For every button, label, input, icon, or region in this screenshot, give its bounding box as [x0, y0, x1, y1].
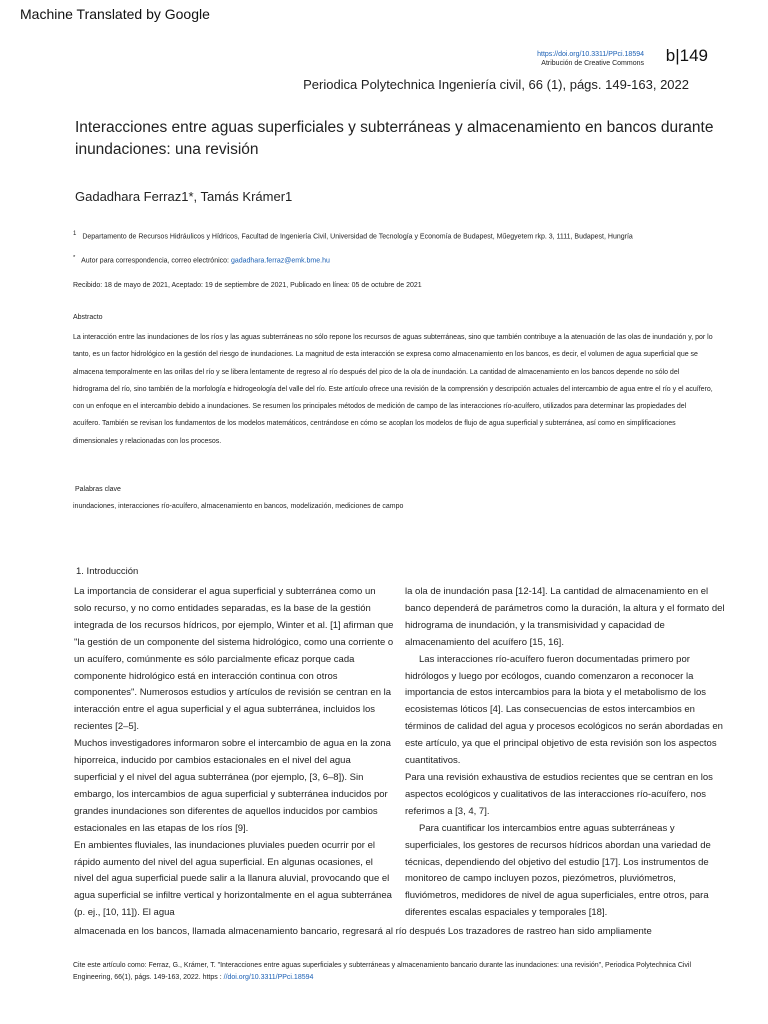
- correspondence-email-link[interactable]: gadadhara.ferraz@emk.bme.hu: [230, 257, 330, 265]
- paragraph: La importancia de considerar el agua superficial y subterránea como un solo recurso, y no como entidades separadas, es la base de la gestión integrada de los recursos hídricos, por ejemplo, Winter et al. [1] afirman que "la gestión de un componente del sistema hidrológico, como una corriente o un acuífero, comúnmente es sólo parcialmente eficaz porque cada componente hidrológico está en interacción continua con otros componentes". Numerosos estudios y artículos de revisión se centran en la interacción entre el agua superficial y el agua subterránea, incluidos los recientes [2–5].: [74, 586, 394, 733]
- correspondence-mark: *: [73, 255, 76, 261]
- affiliation-mark: 1: [73, 231, 77, 237]
- paragraph: En ambientes fluviales, las inundaciones pluviales pueden ocurrir por el rápido aumento del nivel del agua superficial. En algunas ocasiones, el nivel del agua superficial puede salir a la llanura aluvial, provocando que el agua superficial se infiltre vertical y horizontalmente en el agua subterránea (p. ej., [10, 11]). El agua: [74, 839, 392, 919]
- license-text: Atribución de Creative Commons: [541, 60, 644, 67]
- paragraph: Para una revisión exhaustiva de estudios recientes que se centran en los aspectos ecológicos y cualitativos de las interacciones río-acuífero, nos referimos a [3, 4, 7].: [405, 771, 713, 817]
- journal-citation-header: Periodica Polytechnica Ingeniería civil, 66 (1), págs. 149-163, 2022: [303, 77, 689, 92]
- correspondence: [73, 253, 723, 266]
- paragraph: Para cuantificar los intercambios entre aguas subterráneas y superficiales, los gestores de recursos hídricos abordan una variedad de técnicas, dependiendo del objetivo del estudio [17]. Los instrumentos de monitoreo de campo incluyen pozos, piezómetros, pluviómetros, fluviómetros, medidores de nivel de agua superficiales, entre otros, para diferentes escalas espaciales y temporales [18].: [405, 822, 711, 919]
- abstract-heading: Abstracto: [73, 314, 103, 321]
- page-number: b|149: [665, 46, 708, 65]
- affiliation: [73, 229, 723, 242]
- citation-footer: [73, 960, 723, 984]
- doi-link[interactable]: https://doi.org/10.3311/PPci.18594: [537, 51, 644, 58]
- doi-block: [537, 50, 644, 68]
- paragraph: Muchos investigadores informaron sobre el intercambio de agua en la zona hiporreica, inducido por cambios estacionales en el nivel del agua superficial y el nivel del agua subterránea (por ejemplo, [3, 6–8]). Sin embargo, los intercambios de agua superficial y subterránea inducidos por grandes inundaciones son diferentes de aquellos inducidos por cambios estacionales en las etapas de los ríos [9].: [74, 738, 391, 834]
- body-column-left: [74, 584, 394, 922]
- article-title: Interacciones entre aguas superficiales y subterráneas y almacenamiento en bancos durante inundaciones: una revisión: [75, 119, 714, 158]
- affiliation-text: Departamento de Recursos Hidráulicos y Hídricos, Facultad de Ingeniería Civil, Universidad de Tecnología y Economía de Budapest, Műegyetem rkp. 3, 1111, Budapest, Hungría: [82, 233, 633, 241]
- abstract-text: La interacción entre las inundaciones de los ríos y las aguas subterráneas no sólo repone los recursos de aguas subterráneas, sino que también contribuye a la atenuación de las olas de inundación y, por lo tanto, es un factor hidrológico en la gestión del riesgo de inundaciones. La magnitud de esta interacción se expresa como almacenamiento en los bancos, es decir, el volumen de agua superficial que se almacena temporalmente en las orillas del río y se libera lentamente de regreso al río después del pico de la ola de inundación. La cantidad de almacenamiento en los bancos depende no sólo del hidrograma del río, sino también de la morfología e hidrogeología del valle del río. Este artículo ofrece una revisión de la comprensión y descripción actuales del intercambio de agua entre el río y el acuífero, con un enfoque en el intercambio debido a inundaciones. Se resumen los principales métodos de medición de campo de las interacciones río-acuífero, utilizados para determinar las propiedades del acuífero. También se revisan los fundamentos de los modelos matemáticos, centrándose en cómo se acoplan los modelos de flujo de agua superficial y subterránea, así como en simplificaciones dimensionales y relacionadas con los procesos.: [73, 334, 713, 445]
- citation-text: Cite este artículo como: Ferraz, G., Krámer, T. "Interacciones entre aguas superficiales y subterráneas y almacenamiento bancario durante las inundaciones: una revisión", Periodica Polytechnica Civil Engineering, 66(1), págs. 149-163, 2022. https :: [73, 962, 692, 981]
- received-dates: Recibido: 18 de mayo de 2021, Aceptado: 19 de septiembre de 2021, Publicado en línea: 05 de octubre de 2021: [73, 282, 422, 289]
- correspondence-label: Autor para correspondencia, correo electrónico:: [81, 257, 229, 265]
- body-column-right: [405, 584, 725, 922]
- citation-doi-link[interactable]: //doi.org/10.3311/PPci.18594: [223, 974, 314, 981]
- section-heading-introduction: 1. Introducción: [76, 566, 139, 577]
- paragraph: la ola de inundación pasa [12-14]. La cantidad de almacenamiento en el banco dependerá de parámetros como la duración, la altura y el formato del hidrograma de inundación, y la transmisividad y capacidad de almacenamiento del acuífero [15, 16].: [405, 586, 725, 648]
- keywords-heading: Palabras clave: [75, 486, 121, 493]
- machine-translation-banner: Machine Translated by Google: [20, 6, 210, 22]
- authors: Gadadhara Ferraz1*, Tamás Krámer1: [75, 189, 293, 204]
- overlapping-tail-line: almacenada en los bancos, llamada almacenamiento bancario, regresará al río después Los trazadores de rastreo han sido ampliamente: [74, 926, 652, 937]
- keywords-text: inundaciones, interacciones río-acuífero, almacenamiento en bancos, modelización, mediciones de campo: [73, 503, 404, 510]
- paragraph: Las interacciones río-acuífero fueron documentadas primero por hidrólogos y luego por ecólogos, cuando comenzaron a reconocer la importancia de estos intercambios para la biota y el metabolismo de los ecosistemas lóticos [4]. Las consecuencias de estos intercambios en términos de calidad del agua y procesos ecológicos no serán abordadas en este artículo, ya que el principal objetivo de esta revisión son los aspectos cuantitativos.: [405, 653, 723, 767]
